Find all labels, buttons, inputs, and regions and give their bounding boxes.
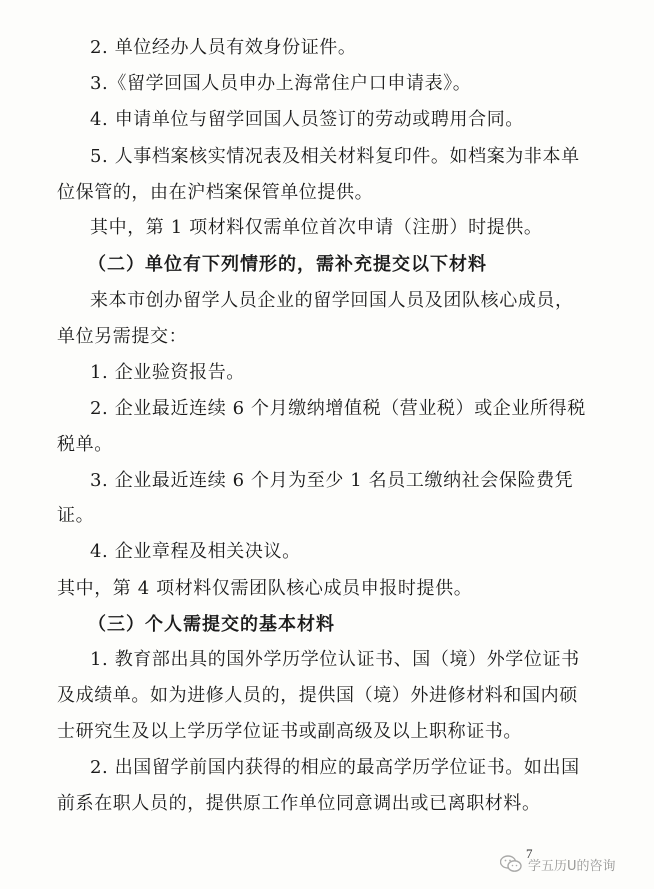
text-line: 5. 人事档案核实情况表及相关材料复印件。如档案为非本单 bbox=[90, 146, 580, 167]
text-line: 2. 企业最近连续 6 个月缴纳增值税（营业税）或企业所得税 bbox=[90, 398, 586, 419]
page-number: 7 bbox=[526, 846, 533, 861]
text-line: 位保管的，由在沪档案保管单位提供。 bbox=[57, 182, 374, 203]
text-line: 2. 单位经办人员有效身份证件。 bbox=[90, 37, 357, 58]
text-line: 其中，第 1 项材料仅需单位首次申请（注册）时提供。 bbox=[90, 217, 543, 238]
text-line: 1. 企业验资报告。 bbox=[90, 362, 245, 383]
text-line: 4. 申请单位与留学回国人员签订的劳动或聘用合同。 bbox=[90, 109, 524, 130]
text-line: 税单。 bbox=[57, 434, 113, 455]
text-line: 来本市创办留学人员企业的留学回国人员及团队核心成员， bbox=[90, 290, 574, 311]
text-line: 3.《留学回国人员申办上海常住户口申请表》。 bbox=[90, 73, 472, 94]
section-heading: （三）个人需提交的基本材料 bbox=[88, 614, 335, 635]
text-line: 1. 教育部出具的国外学历学位认证书、国（境）外学位证书 bbox=[90, 649, 580, 670]
text-line: 3. 企业最近连续 6 个月为至少 1 名员工缴纳社会保险费凭 bbox=[90, 470, 574, 491]
text-line: 前系在职人员的，提供原工作单位同意调出或已离职材料。 bbox=[57, 793, 541, 814]
wechat-icon bbox=[500, 855, 522, 873]
section-heading: （二）单位有下列情形的，需补充提交以下材料 bbox=[88, 254, 487, 275]
watermark bbox=[500, 852, 616, 876]
text-line: 证。 bbox=[57, 505, 95, 526]
text-line: 士研究生及以上学历学位证书或副高级及以上职称证书。 bbox=[57, 721, 522, 742]
text-line: 单位另需提交： bbox=[57, 326, 188, 347]
watermark-text: 学五历U的咨询 bbox=[528, 858, 616, 874]
text-line: 2. 出国留学前国内获得的相应的最高学历学位证书。如出国 bbox=[90, 757, 580, 778]
text-line: 其中，第 4 项材料仅需团队核心成员申报时提供。 bbox=[57, 578, 473, 599]
text-line: 4. 企业章程及相关决议。 bbox=[90, 541, 301, 562]
text-line: 及成绩单。如为进修人员的，提供国（境）外进修材料和国内硕 bbox=[57, 685, 578, 706]
